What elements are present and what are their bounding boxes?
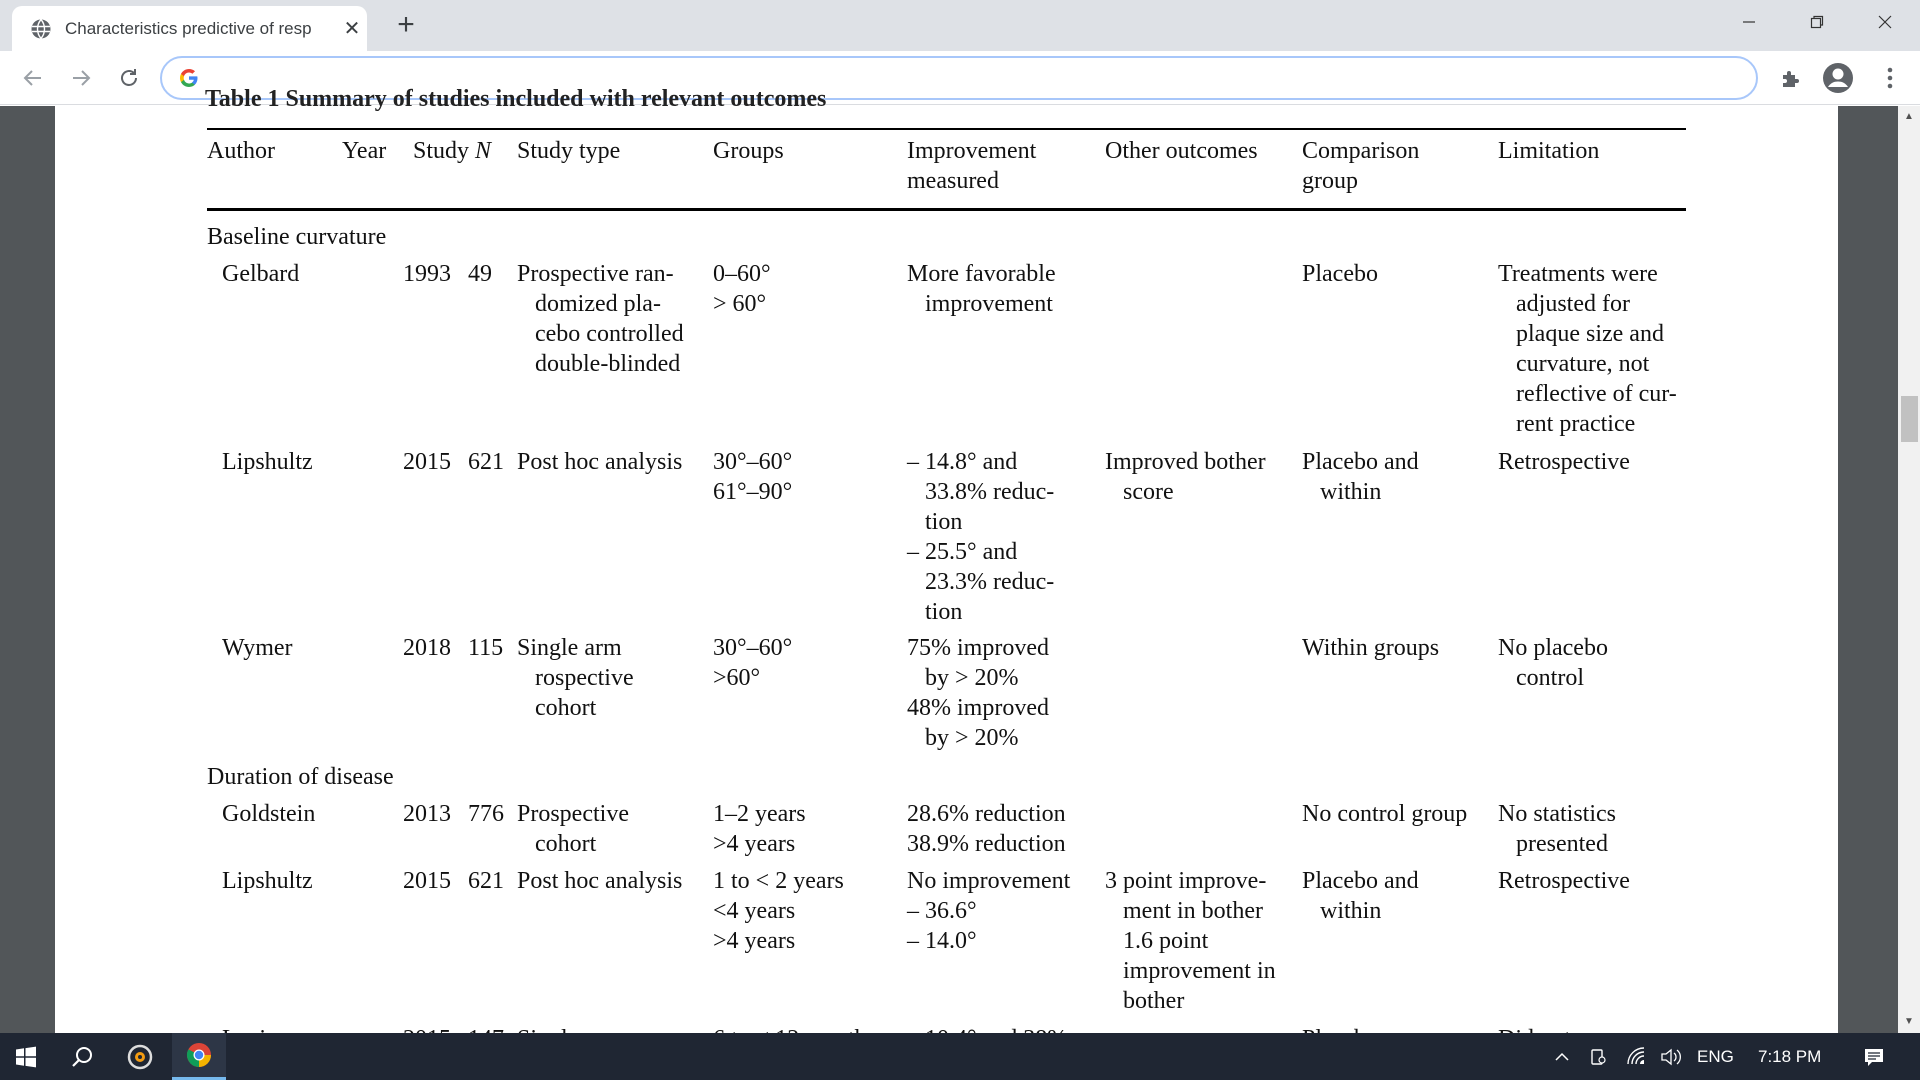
cell-year: 2018 — [403, 635, 451, 661]
text-line: 48% improved — [907, 695, 1049, 721]
cell-comparison — [1302, 447, 1419, 507]
text-line: within — [1320, 898, 1382, 924]
chrome-icon[interactable] — [172, 1033, 226, 1080]
text-line: >60° — [713, 665, 761, 691]
cell-improvement — [907, 259, 1056, 319]
vertical-scrollbar[interactable] — [1898, 106, 1920, 1033]
restore-icon[interactable] — [1782, 0, 1852, 44]
header-study-n-prefix: Study — [413, 138, 476, 164]
cell-groups — [713, 866, 844, 956]
header-limitation: Limitation — [1498, 138, 1600, 164]
text-line: score — [1123, 479, 1174, 505]
text-line: improvement — [925, 291, 1053, 317]
text-line: No placebo — [1498, 635, 1608, 661]
text-line: rent practice — [1516, 411, 1636, 437]
text-line: Treatments were — [1498, 261, 1658, 287]
close-window-icon[interactable] — [1850, 0, 1920, 44]
google-g-icon — [178, 67, 200, 89]
scroll-up-arrow-icon[interactable]: ▲ — [1904, 111, 1914, 122]
text-line: by > 20% — [925, 665, 1019, 691]
text-line: cohort — [535, 695, 597, 721]
notification-icon[interactable] — [1854, 1033, 1894, 1080]
header-improvement-line: Improvement — [907, 138, 1037, 164]
text-line: 75% improved — [907, 635, 1049, 661]
cell-study-n: 49 — [468, 261, 492, 287]
text-line: 1 to < 2 years — [713, 868, 844, 894]
text-line: >4 years — [713, 831, 796, 857]
text-line: – 14.8° and — [907, 449, 1018, 475]
text-line: >4 years — [713, 928, 796, 954]
text-line: Single arm — [517, 635, 622, 661]
cell-improvement — [907, 866, 1070, 956]
tab-strip — [0, 0, 1920, 51]
tab-title: Characteristics predictive of resp — [65, 19, 312, 38]
text-line: 61°–90° — [713, 479, 793, 505]
text-line: 0–60° — [713, 261, 771, 287]
text-line: No improvement — [907, 868, 1071, 894]
cell-study-n: 115 — [468, 635, 504, 661]
back-arrow-icon[interactable] — [18, 63, 48, 93]
table-caption: Table 1 Summary of studies included with relevant outcomes — [205, 86, 827, 112]
new-tab-button[interactable]: + — [397, 8, 415, 41]
text-line: – 36.6° — [907, 898, 977, 924]
cell-study-n: 776 — [468, 801, 504, 827]
volume-icon[interactable] — [1656, 1033, 1686, 1080]
cell-study-n: 621 — [468, 449, 504, 475]
search-icon[interactable] — [58, 1033, 106, 1080]
header-improvement-line: measured — [907, 168, 999, 194]
cell-limitation: Retrospective — [1498, 868, 1630, 894]
cell-study-n: 621 — [468, 868, 504, 894]
text-line: double-blinded — [535, 351, 681, 377]
header-bottom-rule — [207, 208, 1686, 211]
cell-groups — [713, 259, 771, 319]
text-line: presented — [1516, 831, 1608, 857]
table-top-rule — [207, 128, 1686, 130]
text-line: by > 20% — [925, 725, 1019, 751]
cell-limitation: Retrospective — [1498, 449, 1630, 475]
windows-taskbar — [0, 1033, 1920, 1080]
media-player-icon[interactable] — [116, 1033, 164, 1080]
header-other-outcomes: Other outcomes — [1105, 138, 1258, 164]
cell-study-type: Post hoc analysis — [517, 868, 683, 894]
text-line: ment in bother — [1123, 898, 1263, 924]
cell-year: 2015 — [403, 449, 451, 475]
cell-comparison: No control group — [1302, 801, 1468, 827]
cell-author: Lipshultz — [222, 868, 313, 894]
text-line: Placebo and — [1302, 449, 1419, 475]
header-comparison — [1302, 136, 1419, 196]
cell-comparison: Placebo — [1302, 261, 1378, 287]
text-line: Prospective — [517, 801, 629, 827]
header-study-type: Study type — [517, 138, 621, 164]
cell-improvement — [907, 633, 1049, 753]
text-line: 33.8% reduc- — [925, 479, 1055, 505]
text-line: More favorable — [907, 261, 1056, 287]
text-line: – 14.0° — [907, 928, 977, 954]
text-line: 30°–60° — [713, 635, 793, 661]
cell-author: Goldstein — [222, 801, 316, 827]
cell-improvement — [907, 447, 1054, 627]
text-line: adjusted for — [1516, 291, 1630, 317]
cell-limitation — [1498, 259, 1677, 439]
text-line: Improved bother — [1105, 449, 1266, 475]
minimize-icon[interactable] — [1714, 0, 1784, 44]
windows-start-icon[interactable] — [0, 1033, 52, 1080]
cell-improvement — [907, 799, 1066, 859]
kebab-menu-icon[interactable] — [1873, 61, 1907, 95]
cell-year: 2015 — [403, 868, 451, 894]
text-line: improvement in — [1123, 958, 1276, 984]
cell-study-type — [517, 799, 629, 859]
text-line: control — [1516, 665, 1584, 691]
text-line: tion — [925, 599, 963, 625]
tab-close-icon[interactable]: ✕ — [343, 18, 361, 40]
text-line: bother — [1123, 988, 1185, 1014]
header-improvement — [907, 136, 1036, 196]
section-title: Duration of disease — [207, 764, 394, 790]
cell-groups — [713, 799, 806, 859]
section-title: Baseline curvature — [207, 224, 387, 250]
text-line: rospective — [535, 665, 634, 691]
reload-icon[interactable] — [114, 63, 144, 93]
cell-other-outcomes — [1105, 866, 1276, 1016]
profile-avatar-icon[interactable] — [1821, 61, 1855, 95]
cell-author: Wymer — [222, 635, 293, 661]
input-language[interactable]: ENG — [1697, 1047, 1734, 1066]
cell-groups — [713, 633, 792, 693]
pdf-page — [55, 86, 1838, 1033]
browser-tab-active[interactable] — [12, 6, 367, 51]
pdf-viewport[interactable] — [0, 86, 1920, 1033]
cell-year: 2013 — [403, 801, 451, 827]
cell-year: 1993 — [403, 261, 451, 287]
header-comparison-line: group — [1302, 168, 1358, 194]
header-author: Author — [207, 138, 275, 164]
text-line: 28.6% reduction — [907, 801, 1066, 827]
cell-author: Lipshultz — [222, 449, 313, 475]
cell-study-type — [517, 259, 707, 379]
text-line: – 25.5° and — [907, 539, 1018, 565]
text-line: 30°–60° — [713, 449, 793, 475]
header-study-n-italic: N — [475, 138, 492, 164]
text-line: plaque size and — [1516, 321, 1664, 347]
header-comparison-line: Comparison — [1302, 138, 1420, 164]
text-line: <4 years — [713, 898, 796, 924]
clock-time[interactable]: 7:18 PM — [1758, 1047, 1822, 1066]
cell-author: Gelbard — [222, 261, 300, 287]
cell-comparison: Within groups — [1302, 635, 1440, 661]
cell-study-type — [517, 633, 634, 723]
text-line: 1–2 years — [713, 801, 806, 827]
header-groups: Groups — [713, 138, 784, 164]
tablet-mode-icon[interactable] — [1584, 1033, 1612, 1080]
extensions-puzzle-icon[interactable] — [1774, 61, 1808, 95]
text-line: 3 point improve- — [1105, 868, 1267, 894]
header-year: Year — [342, 138, 387, 164]
cell-limitation — [1498, 799, 1616, 859]
cell-other-outcomes — [1105, 447, 1266, 507]
globe-icon — [30, 18, 52, 40]
cell-comparison — [1302, 866, 1419, 926]
text-line: No statistics — [1498, 801, 1616, 827]
cell-study-type: Post hoc analysis — [517, 449, 683, 475]
text-line: curvature, not — [1516, 351, 1650, 377]
text-line: tion — [925, 509, 963, 535]
text-line: domized pla- — [535, 291, 661, 317]
text-line: Prospective ran- — [517, 261, 674, 287]
text-line: within — [1320, 479, 1382, 505]
text-line: 1.6 point — [1123, 928, 1209, 954]
scroll-down-arrow-icon[interactable]: ▼ — [1904, 1016, 1914, 1027]
text-line: cohort — [535, 831, 597, 857]
text-line: > 60° — [713, 291, 767, 317]
text-line: Placebo and — [1302, 868, 1419, 894]
scroll-thumb[interactable] — [1901, 396, 1918, 442]
chevron-up-icon[interactable] — [1548, 1033, 1576, 1080]
text-line: 38.9% reduction — [907, 831, 1066, 857]
cell-groups — [713, 447, 792, 507]
forward-arrow-icon[interactable] — [66, 63, 96, 93]
text-line: cebo controlled — [535, 321, 684, 347]
wifi-icon[interactable] — [1622, 1033, 1650, 1080]
header-study-n — [413, 136, 491, 166]
cell-limitation — [1498, 633, 1608, 693]
text-line: 23.3% reduc- — [925, 569, 1055, 595]
text-line: reflective of cur- — [1516, 381, 1677, 407]
